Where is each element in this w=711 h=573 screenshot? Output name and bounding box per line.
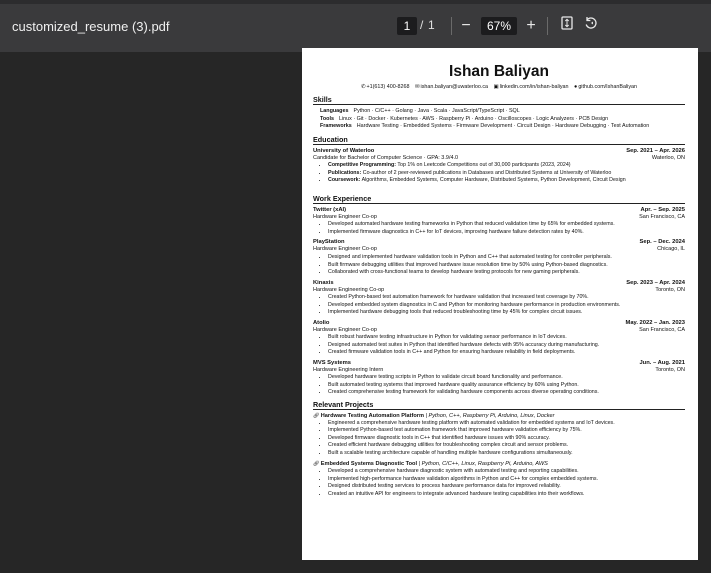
project-header — [313, 460, 685, 468]
work-entry — [313, 319, 685, 357]
github-item[interactable] — [574, 84, 637, 90]
work-header — [313, 359, 685, 367]
github-text[interactable]: github.com/IshanBaliyan — [578, 84, 638, 90]
education-bullet-text: Co-author of 2 peer-reviewed publications in Databases and Distributed Systems at University of Waterloo — [361, 169, 612, 176]
work-heading: Work Experience — [313, 194, 685, 204]
education-bullet-text: Algorithms, Embedded Systems, Computer Hardware, Distributed Systems, Python Development, Circuit Design — [360, 177, 626, 184]
linkedin-icon: ▣ — [493, 84, 499, 90]
resume-name: Ishan Baliyan — [449, 63, 549, 80]
school-name: University of Waterloo — [313, 147, 375, 154]
work-location: San Francisco, CA — [639, 326, 685, 333]
work-bullet: • Developed automated hardware testing frameworks in Python that reduced validation time by 65% for embedded systems. — [328, 221, 685, 229]
project-bullets — [328, 420, 685, 458]
work-location: Chicago, IL — [657, 246, 685, 253]
project-bullet: • Built a scalable testing architecture capable of handling multiple hardware configurations simultaneously. — [328, 450, 685, 458]
phone-text: +1(613) 400-8268 — [366, 84, 410, 90]
project-separator: | — [423, 412, 429, 419]
project-bullet: • Created an intuitive API for engineers to integrate advanced hardware testing capabilities into their workflows. — [328, 491, 685, 499]
link-icon: 🔗︎ — [313, 412, 321, 419]
project-bullet: • Created efficient hardware debugging utilities for troubleshooting complex circuit and sensor problems. — [328, 442, 685, 450]
skill-row — [320, 123, 685, 131]
education-bullet — [328, 177, 685, 185]
projects-heading: Relevant Projects — [313, 400, 685, 410]
link-icon: 🔗︎ — [313, 461, 321, 468]
toolbar-top-edge — [0, 0, 711, 4]
email-item[interactable] — [415, 84, 488, 90]
education-bullet-label: Coursework: — [328, 177, 361, 184]
work-bullet: • Developed hardware testing scripts in Python to validate circuit board functionality and performance. — [328, 374, 685, 382]
job-role: Hardware Engineer Co-op — [313, 326, 377, 333]
education-header — [313, 147, 685, 155]
skill-category: Languages — [320, 108, 349, 114]
rotate-icon[interactable] — [580, 15, 602, 37]
work-entry — [313, 206, 685, 237]
company-name: MVS Systems — [313, 359, 352, 366]
work-bullet: • Implemented firmware diagnostics in C++ for IoT devices, improving hardware failure detection rates by 40%. — [328, 229, 685, 237]
contact-line — [313, 83, 685, 92]
work-bullet: • Built robust hardware testing infrastructure in Python for validating sensor performance in IoT devices. — [328, 334, 685, 342]
project-header — [313, 412, 685, 420]
work-bullet: • Created firmware validation tools in C++ and Python for ensuring hardware reliability in field deployments. — [328, 349, 685, 357]
work-header — [313, 319, 685, 327]
education-location: Waterloo, ON — [651, 154, 685, 161]
work-location: San Francisco, CA — [639, 213, 685, 220]
skills-heading: Skills — [313, 95, 685, 105]
work-bullets — [328, 334, 685, 357]
project-bullet: • Implemented high-performance hardware validation algorithms in Python and C++ for complex embedded systems. — [328, 476, 685, 484]
education-bullets — [328, 162, 685, 185]
work-dates: Sep. 2023 – Apr. 2024 — [626, 279, 685, 286]
education-entry — [313, 147, 685, 185]
project-bullet: • Developed firmware diagnostic tools in C++ that identified hardware issues with 90% accuracy. — [328, 435, 685, 443]
job-role: Hardware Engineering Co-op — [313, 286, 385, 293]
skill-row — [320, 108, 685, 116]
project-name: Hardware Testing Automation Platform — [320, 412, 424, 419]
work-bullet: • Created comprehensive testing framework for validating hardware components across diverse operating conditions. — [328, 389, 685, 397]
project-name: Embedded Systems Diagnostic Tool — [320, 461, 418, 468]
zoom-level-input[interactable]: 67% — [481, 17, 517, 35]
work-header — [313, 206, 685, 214]
job-role: Hardware Engineering Intern — [313, 366, 384, 373]
work-bullets — [328, 374, 685, 397]
work-list — [313, 206, 685, 397]
projects-list — [313, 412, 685, 499]
work-bullet: • Developed embedded system diagnostics in C and Python for monitoring hardware performance in production environments. — [328, 302, 685, 310]
work-bullet: • Created Python-based test automation framework for hardware validation that increased test coverage by 70%. — [328, 294, 685, 302]
work-entry — [313, 238, 685, 276]
project-stack: Python, C++, Raspberry Pi, Arduino, Linux, Docker — [428, 412, 555, 419]
skills-list — [320, 108, 685, 131]
project-bullets — [328, 468, 685, 498]
toolbar-divider — [451, 17, 452, 35]
github-icon: ● — [574, 84, 578, 90]
project-bullet: • Engineered a comprehensive hardware testing platform with automated validation for embedded systems and IoT devices. — [328, 420, 685, 428]
work-header — [313, 238, 685, 246]
skill-category: Tools — [320, 115, 334, 122]
education-bullet — [328, 170, 685, 178]
work-bullet: • Implemented hardware debugging tools that reduced troubleshooting time by 45% for complex circuit issues. — [328, 309, 685, 317]
email-icon: ✉ — [414, 84, 420, 90]
work-subheader — [313, 327, 685, 335]
file-name: customized_resume (3).pdf — [12, 19, 170, 34]
work-bullets — [328, 254, 685, 277]
job-role: Hardware Engineer Co-op — [313, 246, 377, 253]
linkedin-text[interactable]: linkedin.com/in/ishan-baliyan — [499, 84, 569, 90]
project-bullet: • Developed a comprehensive hardware diagnostic system with automated testing and reporting capabilities. — [328, 468, 685, 476]
work-dates: May. 2022 – Jan. 2023 — [625, 319, 685, 326]
resume-content — [313, 62, 685, 498]
work-subheader — [313, 214, 685, 222]
skill-category: Frameworks — [320, 123, 352, 130]
work-subheader — [313, 246, 685, 254]
work-bullet: • Built firmware debugging utilities that improved hardware issue resolution time by 50% using Python-based diagnostics. — [328, 262, 685, 270]
work-bullet: • Collaborated with cross-functional teams to develop hardware testing protocols for new gaming peripherals. — [328, 269, 685, 277]
page-fit-icon[interactable] — [556, 15, 578, 37]
work-dates: Jun. – Aug. 2021 — [639, 359, 685, 366]
page-fit-icon-graphic — [561, 16, 573, 30]
page-separator: / — [420, 18, 424, 32]
work-bullet: • Designed automated test suites in Python that identified hardware defects with 95% accuracy during manufacturing. — [328, 342, 685, 350]
work-dates: Sep. – Dec. 2024 — [639, 239, 685, 246]
company-name: PlayStation — [313, 239, 345, 246]
job-role: Hardware Engineer Co-op — [313, 213, 377, 220]
work-bullets — [328, 221, 685, 236]
education-bullet — [328, 162, 685, 170]
project-stack: Python, C/C++, Linux, Raspberry Pi, Arduino, AWS — [421, 461, 548, 468]
toolbar-divider — [547, 17, 548, 35]
education-subheader — [313, 155, 685, 163]
project-separator: | — [417, 461, 422, 468]
skill-values: Python · C/C++ · Golang · Java · Scala · JavaScript/TypeScript · SQL — [353, 108, 520, 114]
education-bullet-text: Top 1% on Leetcode Competitions out of 30,000 participants (2023, 2024) — [396, 162, 571, 169]
project-bullet: • Implemented Python-based test automation framework that improved hardware validation efficiency by 75%. — [328, 427, 685, 435]
education-bullet-label: Publications: — [328, 169, 362, 176]
rotate-icon-graphic — [584, 16, 598, 30]
project-entry — [313, 460, 685, 498]
work-subheader — [313, 287, 685, 295]
company-name: Twitter (xAI) — [313, 206, 347, 213]
phone-icon: ✆ — [360, 84, 366, 90]
education-dates: Sep. 2021 – Apr. 2026 — [626, 147, 685, 154]
work-entry — [313, 359, 685, 397]
degree-text: Candidate for Bachelor of Computer Science · GPA: 3.9/4.0 — [313, 154, 459, 161]
total-pages: 1 — [428, 18, 435, 32]
pdf-toolbar — [0, 0, 711, 52]
work-entry — [313, 279, 685, 317]
zoom-in-button[interactable]: + — [526, 17, 536, 34]
work-location: Toronto, ON — [655, 286, 685, 293]
work-bullet: • Built automated testing systems that improved hardware quality assurance efficiency by 60% using Python. — [328, 382, 685, 390]
skill-values: Linux · Git · Docker · Kubernetes · AWS · Raspberry Pi · Arduino · Oscilloscopes · Logic Analyzers · PCB Design — [338, 115, 609, 122]
current-page-input[interactable]: 1 — [397, 17, 417, 35]
skill-row — [320, 116, 685, 124]
education-heading: Education — [313, 135, 685, 145]
skill-values: Hardware Testing · Embedded Systems · Firmware Development · Circuit Design · Hardware Debugging · Test Automation — [356, 123, 650, 130]
project-bullet: • Designed distributed testing services to process hardware performance data for improved reliability. — [328, 483, 685, 491]
work-dates: Apr. – Sep. 2025 — [640, 206, 685, 213]
work-bullets — [328, 294, 685, 317]
work-header — [313, 279, 685, 287]
zoom-out-button[interactable]: − — [461, 17, 471, 34]
work-location: Toronto, ON — [655, 366, 685, 373]
linkedin-item[interactable] — [494, 84, 569, 90]
work-subheader — [313, 367, 685, 375]
phone-item — [361, 84, 410, 90]
education-bullet-label: Competitive Programming: — [328, 162, 396, 169]
pdf-page — [302, 48, 698, 560]
email-text[interactable]: ishan.baliyan@uwaterloo.ca — [420, 84, 489, 90]
work-bullet: • Designed and implemented hardware validation tools in Python and C++ that automated testing for controller peripherals. — [328, 254, 685, 262]
company-name: Kinaxis — [313, 279, 334, 286]
company-name: Atolio — [313, 319, 330, 326]
project-entry — [313, 412, 685, 458]
